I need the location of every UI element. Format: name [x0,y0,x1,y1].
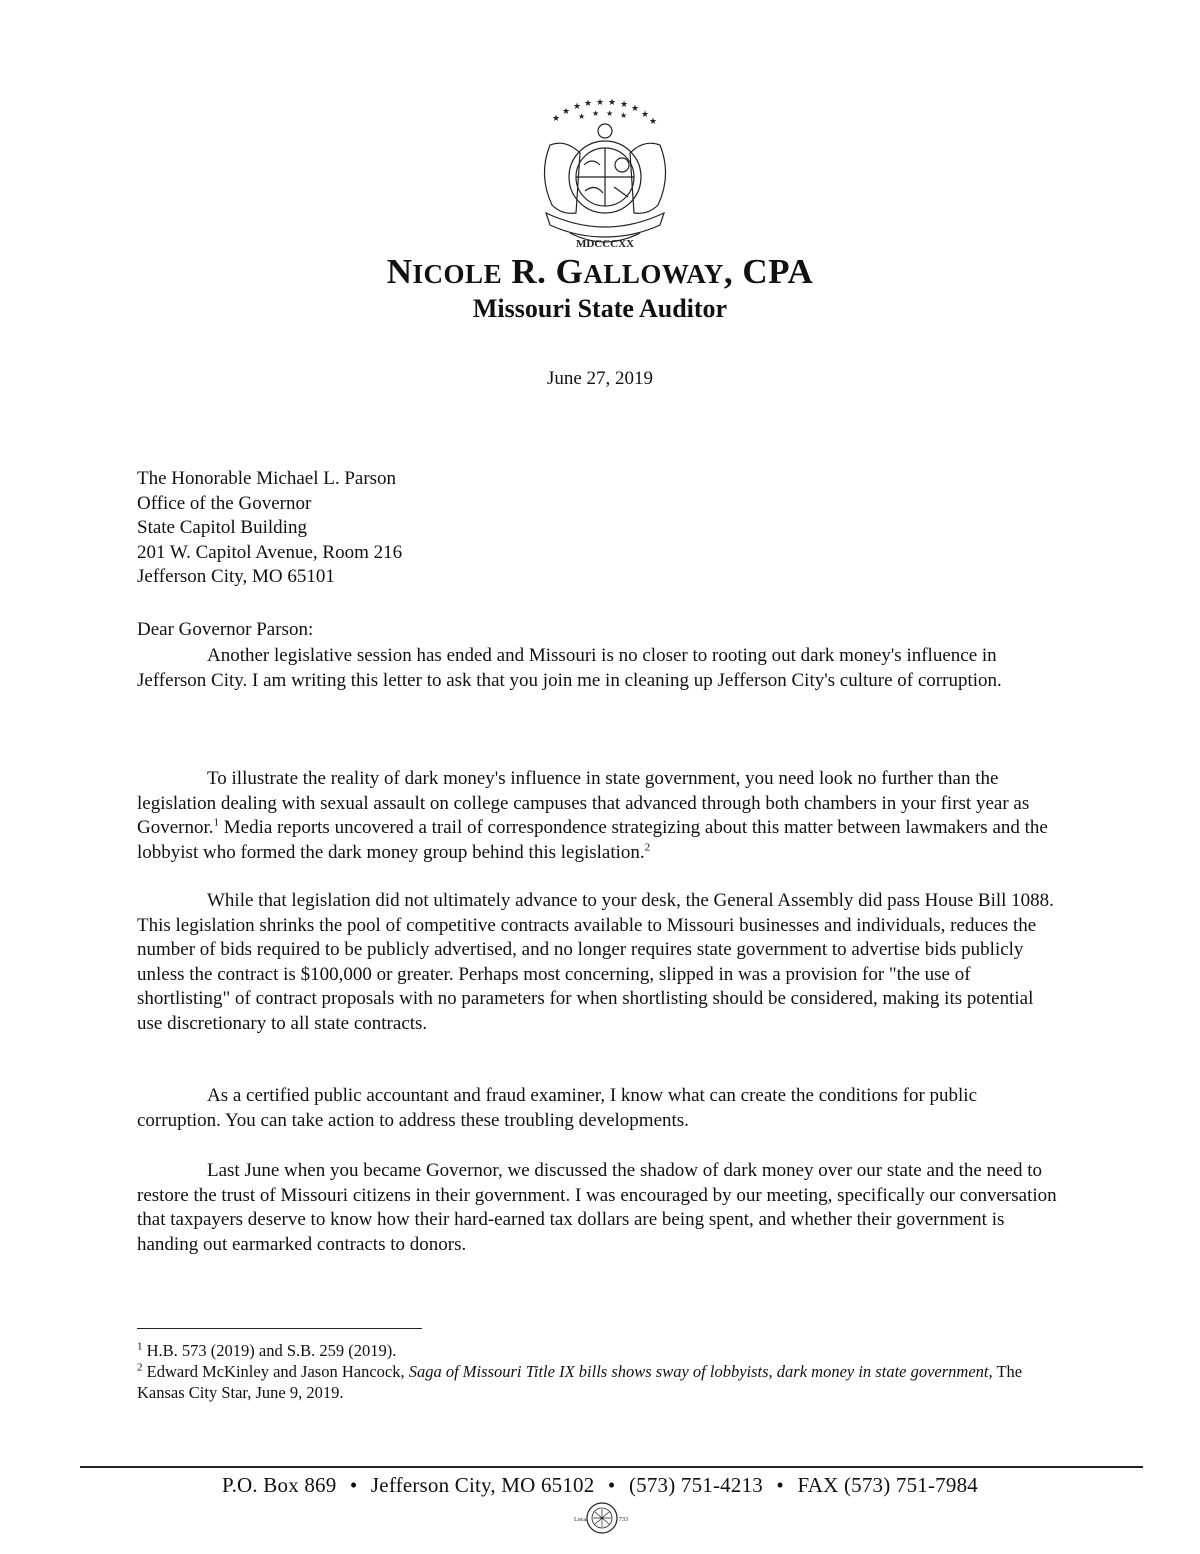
body-paragraph: While that legislation did not ultimately advance to your desk, the General Assembly did pass House Bill 1088. This legislation shrinks the pool of competitive contracts available to Missouri businesses and individuals, reduces the number of bids required to be publicly advertised, and no longer requires state government to advertise bids publicly unless the contract is $100,000 or greater. Perhaps most concerning, slipped in was a provision for "the use of shortlisting" of contract proposals with no parameters for when shortlisting should be considered, making its potential use discretionary to all state contracts. [137,890,1054,1034]
svg-text:★: ★ [573,101,582,111]
footer-fax: FAX (573) 751-7984 [797,1473,978,1497]
recipient-address [137,467,402,590]
svg-text:★: ★ [596,97,605,107]
svg-text:★: ★ [631,103,640,113]
svg-text:★: ★ [578,112,586,121]
body-paragraph: Last June when you became Governor, we discussed the shadow of dark money over our state and the need to restore the trust of Missouri citizens in their government. I was encouraged by our meeting, specifically our conversation that taxpayers deserve to know how their hard-earned tax dollars are being spent, and whether their government is handing out earmarked contracts to donors. [137,1160,1057,1255]
footnote: $^1$ H.B. 573 (2019) and S.B. 259 (2019). [137,1340,397,1360]
footnote-ref: 1 [213,816,220,829]
svg-text:★: ★ [620,99,629,109]
letter-date: June 27, 2019 [546,368,654,389]
svg-text:★: ★ [641,109,650,119]
svg-text:Local: Local [574,1517,588,1523]
recipient-line: Office of the Governor [137,492,312,514]
footer-divider [80,1466,1143,1468]
footer-phone: (573) 751-4213 [628,1473,763,1497]
svg-text:★: ★ [649,116,658,126]
seal-year: MDCCCXX [575,238,635,250]
footer-contact: P.O. Box 869 • Jefferson City, MO 65102 • (573) 751-4213 • FAX (573) 751-7984 [222,1473,978,1497]
footnote-ref: 2 [644,841,651,854]
svg-text:★: ★ [606,109,614,118]
author-name: NICOLE R. GALLOWAY, CPA [386,252,814,291]
svg-text:★: ★ [620,111,628,120]
footnote-divider [137,1328,422,1329]
body-paragraph: To illustrate the reality of dark money's influence in state government, you need look no further than the legislation dealing with sexual assault on college campuses that advanced through both chambers in your first year as Governor.$^1$ Media reports uncovered a trail of correspondence strategizing about this matter between lawmakers and the lobbyist who formed the dark money group behind this legislation.$^2$ [137,768,1048,863]
body-paragraph: As a certified public accountant and fraud examiner, I know what can create the conditions for public corruption. You can take action to address these troubling developments. [137,1085,978,1131]
recipient-line: The Honorable Michael L. Parson [137,468,397,489]
author-title: Missouri State Auditor [472,294,728,323]
footnotes [137,1340,1067,1403]
footer-city: Jefferson City, MO 65102 [370,1473,595,1497]
svg-text:733: 733 [619,1517,628,1523]
missouri-state-seal-icon [530,95,680,255]
svg-text:★: ★ [584,98,593,108]
svg-text:★: ★ [562,106,571,116]
salutation: Dear Governor Parson: [137,619,314,640]
footer-po-box: P.O. Box 869 [222,1473,337,1497]
recipient-line: Jefferson City, MO 65101 [137,566,335,587]
recipient-line: State Capitol Building [137,517,307,538]
recipient-line: 201 W. Capitol Avenue, Room 216 [137,541,403,563]
svg-text:★: ★ [552,113,561,123]
footnote: $^2$ Edward McKinley and Jason Hancock, Saga of Missouri Title IX bills shows sway of lobbyists, dark money in state government, The Kansas City Star, June 9, 2019. [137,1361,1023,1402]
union-label-icon [572,1500,632,1536]
svg-text:★: ★ [608,97,617,107]
body-paragraph: Another legislative session has ended and Missouri is no closer to rooting out dark money's influence in Jefferson City. I am writing this letter to ask that you join me in cleaning up Jefferson City's culture of corruption. [137,645,1002,691]
svg-text:★: ★ [592,109,600,118]
